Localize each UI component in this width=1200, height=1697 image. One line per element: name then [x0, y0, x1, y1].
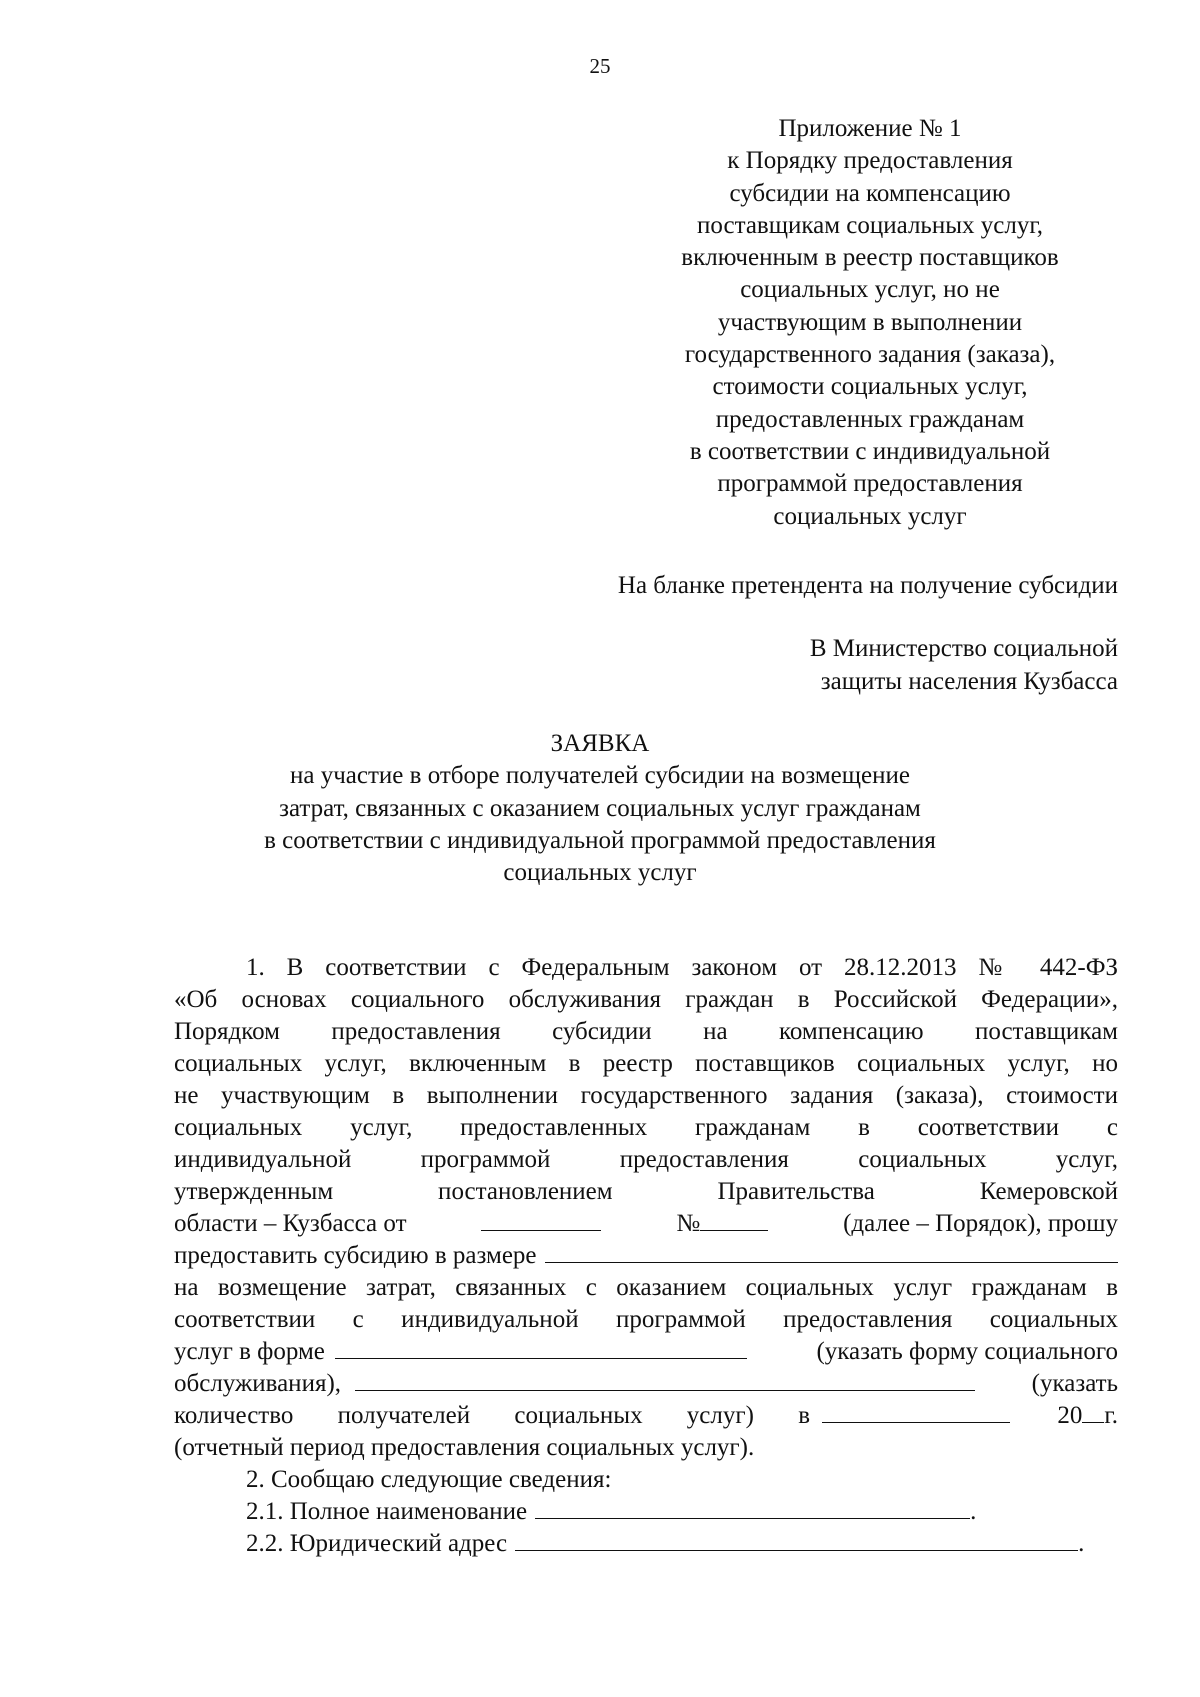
legal-address-field[interactable]	[515, 1528, 1078, 1551]
body-text: обслуживания),	[174, 1370, 342, 1397]
letterhead-note: На бланке претендента на получение субсидии	[617, 572, 1118, 599]
year-abbrev: г.	[1104, 1402, 1118, 1429]
body-line	[174, 1336, 1118, 1368]
appendix-line: социальных услуг	[773, 502, 967, 530]
appendix-line: поставщикам социальных услуг,	[696, 211, 1044, 239]
appendix-line: программой предоставления	[717, 470, 1023, 498]
body-line: Порядком предоставления субсидии на компенсацию поставщикам	[174, 1018, 1118, 1045]
appendix-line: к Порядку предоставления	[727, 147, 1013, 175]
number-sign: №	[676, 1210, 701, 1237]
body-line: 1. В соответствии с Федеральным законом от 28.12.2013 № 442-ФЗ	[246, 954, 1118, 981]
addressee-line: защиты населения Кузбасса	[820, 668, 1118, 695]
appendix-line: субсидии на компенсацию	[729, 179, 1011, 207]
body-text: области – Кузбасса от	[174, 1210, 407, 1237]
body-line: 2. Сообщаю следующие сведения:	[246, 1466, 612, 1493]
body-line	[174, 1208, 1118, 1240]
body-line	[174, 1400, 1118, 1432]
body-text	[676, 1208, 768, 1240]
body-line: индивидуальной программой предоставления социальных услуг,	[174, 1146, 1118, 1173]
subsidy-amount-field[interactable]	[545, 1240, 1118, 1263]
title-line: на участие в отборе получателей субсидии на возмещение	[290, 762, 910, 790]
service-form-field[interactable]	[335, 1336, 747, 1359]
period: .	[970, 1498, 977, 1525]
appendix-header	[640, 113, 1100, 533]
appendix-line: в соответствии с индивидуальной	[689, 437, 1051, 465]
full-name-field[interactable]	[535, 1496, 970, 1519]
recipients-count-field[interactable]	[355, 1368, 975, 1391]
reporting-period-field[interactable]	[822, 1400, 1010, 1423]
body-text: услуг в форме	[174, 1338, 325, 1365]
field-label: 2.1. Полное наименование	[246, 1498, 528, 1525]
appendix-line: стоимости социальных услуг,	[712, 373, 1028, 401]
resolution-date-field[interactable]	[481, 1208, 601, 1231]
year-prefix: 20	[1057, 1402, 1083, 1429]
year-suffix-field[interactable]	[1082, 1400, 1104, 1423]
appendix-line: Приложение № 1	[778, 115, 962, 142]
appendix-line: социальных услуг, но не	[740, 276, 1000, 304]
title-line: в соответствии с индивидуальной программой предоставления	[264, 826, 936, 854]
period: .	[1078, 1530, 1085, 1557]
body-text: (далее – Порядок), прошу	[843, 1210, 1118, 1237]
body-line: социальных услуг, включенным в реестр поставщиков социальных услуг, но	[174, 1050, 1118, 1077]
body-line: утвержденным постановлением Правительства Кемеровской	[174, 1178, 1118, 1205]
body-line: «Об основах социального обслуживания граждан в Российской Федерации»,	[174, 986, 1118, 1013]
title-line: социальных услуг	[503, 859, 697, 887]
body-line	[174, 1240, 1118, 1272]
body-line: социальных услуг, предоставленных гражданам в соответствии с	[174, 1114, 1118, 1141]
body-text	[1010, 1400, 1118, 1432]
appendix-line: участвующим в выполнении	[717, 308, 1023, 336]
body-line: не участвующим в выполнении государственного задания (заказа), стоимости	[174, 1082, 1118, 1109]
field-label: 2.2. Юридический адрес	[246, 1530, 508, 1557]
appendix-line: государственного задания (заказа),	[684, 341, 1056, 369]
addressee-line: В Министерство социальной	[809, 635, 1118, 662]
page-number: 25	[589, 54, 611, 78]
body-line: (отчетный период предоставления социальных услуг).	[174, 1434, 755, 1461]
body-line	[246, 1496, 1118, 1528]
application-title	[0, 728, 1200, 889]
body-text: (указать	[1031, 1370, 1118, 1397]
resolution-number-field[interactable]	[700, 1208, 768, 1231]
title-heading: ЗАЯВКА	[550, 730, 650, 757]
body-line	[174, 1368, 1118, 1400]
title-line: затрат, связанных с оказанием социальных услуг гражданам	[279, 794, 921, 822]
body-text: количество получателей социальных услуг) в	[174, 1402, 810, 1429]
body-text: предоставить субсидию в размере	[174, 1242, 537, 1269]
body-line: на возмещение затрат, связанных с оказанием социальных услуг гражданам в	[174, 1274, 1118, 1301]
addressee	[810, 632, 1118, 698]
appendix-line: включенным в реестр поставщиков	[681, 244, 1059, 272]
appendix-line: предоставленных гражданам	[715, 405, 1025, 433]
body-line	[246, 1528, 1118, 1560]
body-line: соответствии с индивидуальной программой предоставления социальных	[174, 1306, 1118, 1333]
body-text: (указать форму социального	[816, 1338, 1118, 1365]
